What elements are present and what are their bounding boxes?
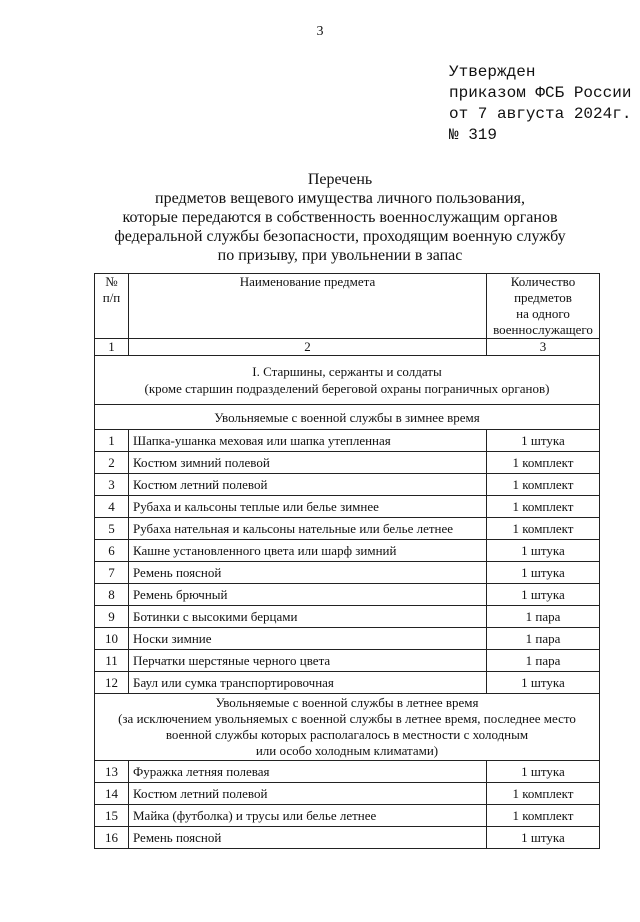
item-number: 16 <box>95 827 129 849</box>
group-row-summer <box>95 694 600 761</box>
item-number: 11 <box>95 650 129 672</box>
item-number: 4 <box>95 496 129 518</box>
item-name: Костюм летний полевой <box>129 474 487 496</box>
item-number: 1 <box>95 430 129 452</box>
table-row <box>95 606 600 628</box>
table-row <box>95 474 600 496</box>
header-number: № п/п <box>95 274 129 339</box>
item-quantity: 1 комплект <box>487 783 600 805</box>
item-number: 9 <box>95 606 129 628</box>
item-name: Носки зимние <box>129 628 487 650</box>
item-quantity: 1 комплект <box>487 518 600 540</box>
item-number: 3 <box>95 474 129 496</box>
item-quantity: 1 штука <box>487 761 600 783</box>
group-heading-winter: Увольняемые с военной службы в зимнее время <box>95 405 600 430</box>
item-number: 8 <box>95 584 129 606</box>
title-line: Перечень <box>307 171 373 188</box>
title-line: предметов вещевого имущества личного пользования, <box>155 190 525 207</box>
column-index: 2 <box>129 339 487 356</box>
column-index: 1 <box>95 339 129 356</box>
group-heading-summer: Увольняемые с военной службы в летнее время (за исключением увольняемых с военной службы в летнее время, последнее место военной службы которых располагалось в местности с холодным или особо холодным климатами) <box>95 694 600 761</box>
item-quantity: 1 комплект <box>487 496 600 518</box>
item-name: Фуражка летняя полевая <box>129 761 487 783</box>
item-quantity: 1 штука <box>487 430 600 452</box>
item-name: Ботинки с высокими берцами <box>129 606 487 628</box>
table-row <box>95 452 600 474</box>
item-quantity: 1 комплект <box>487 452 600 474</box>
document-title <box>80 170 600 265</box>
table-row <box>95 672 600 694</box>
item-number: 5 <box>95 518 129 540</box>
item-quantity: 1 штука <box>487 562 600 584</box>
item-name: Ремень брючный <box>129 584 487 606</box>
table-row <box>95 562 600 584</box>
item-name: Рубаха и кальсоны теплые или белье зимнее <box>129 496 487 518</box>
page-number: 3 <box>316 24 324 39</box>
item-number: 10 <box>95 628 129 650</box>
item-quantity: 1 штука <box>487 672 600 694</box>
title-line: федеральной службы безопасности, проходящим военную службу <box>114 228 566 245</box>
item-number: 6 <box>95 540 129 562</box>
item-name: Шапка-ушанка меховая или шапка утепленная <box>129 430 487 452</box>
item-quantity: 1 комплект <box>487 805 600 827</box>
title-line: которые передаются в собственность военнослужащим органов <box>122 209 558 226</box>
table-row <box>95 496 600 518</box>
item-number: 7 <box>95 562 129 584</box>
approval-line: приказом ФСБ России <box>449 84 632 102</box>
item-quantity: 1 пара <box>487 650 600 672</box>
group-row-winter <box>95 405 600 430</box>
table-row <box>95 540 600 562</box>
table-row <box>95 430 600 452</box>
approval-date: от 7 августа 2024г. <box>449 105 632 123</box>
table-body <box>95 339 600 849</box>
item-name: Рубаха нательная и кальсоны нательные или белье летнее <box>129 518 487 540</box>
header-quantity: Количество предметов на одного военнослужащего <box>487 274 600 339</box>
section-row <box>95 356 600 405</box>
table-row <box>95 805 600 827</box>
item-number: 13 <box>95 761 129 783</box>
approval-stamp <box>449 62 631 146</box>
item-number: 12 <box>95 672 129 694</box>
item-name: Ремень поясной <box>129 562 487 584</box>
section-heading: I. Старшины, сержанты и солдаты (кроме старшин подразделений береговой охраны пограничных органов) <box>95 356 600 405</box>
item-name: Кашне установленного цвета или шарф зимний <box>129 540 487 562</box>
table-row <box>95 650 600 672</box>
item-quantity: 1 штука <box>487 584 600 606</box>
item-number: 14 <box>95 783 129 805</box>
item-name: Баул или сумка транспортировочная <box>129 672 487 694</box>
item-name: Перчатки шерстяные черного цвета <box>129 650 487 672</box>
item-name: Костюм зимний полевой <box>129 452 487 474</box>
item-name: Майка (футболка) и трусы или белье летнее <box>129 805 487 827</box>
title-line: по призыву, при увольнении в запас <box>217 247 463 264</box>
table-row <box>95 761 600 783</box>
item-quantity: 1 пара <box>487 628 600 650</box>
header-item-name: Наименование предмета <box>129 274 487 339</box>
table-row <box>95 628 600 650</box>
item-quantity: 1 комплект <box>487 474 600 496</box>
approval-number: № 319 <box>449 126 498 144</box>
table-row <box>95 827 600 849</box>
table-row <box>95 783 600 805</box>
table-header-row <box>95 274 600 339</box>
column-index: 3 <box>487 339 600 356</box>
item-name: Костюм летний полевой <box>129 783 487 805</box>
table-row <box>95 518 600 540</box>
item-quantity: 1 штука <box>487 827 600 849</box>
item-quantity: 1 штука <box>487 540 600 562</box>
column-index-row <box>95 339 600 356</box>
approval-line: Утвержден <box>449 63 536 81</box>
table-row <box>95 584 600 606</box>
item-number: 2 <box>95 452 129 474</box>
item-quantity: 1 пара <box>487 606 600 628</box>
item-number: 15 <box>95 805 129 827</box>
items-table <box>94 273 600 849</box>
item-name: Ремень поясной <box>129 827 487 849</box>
